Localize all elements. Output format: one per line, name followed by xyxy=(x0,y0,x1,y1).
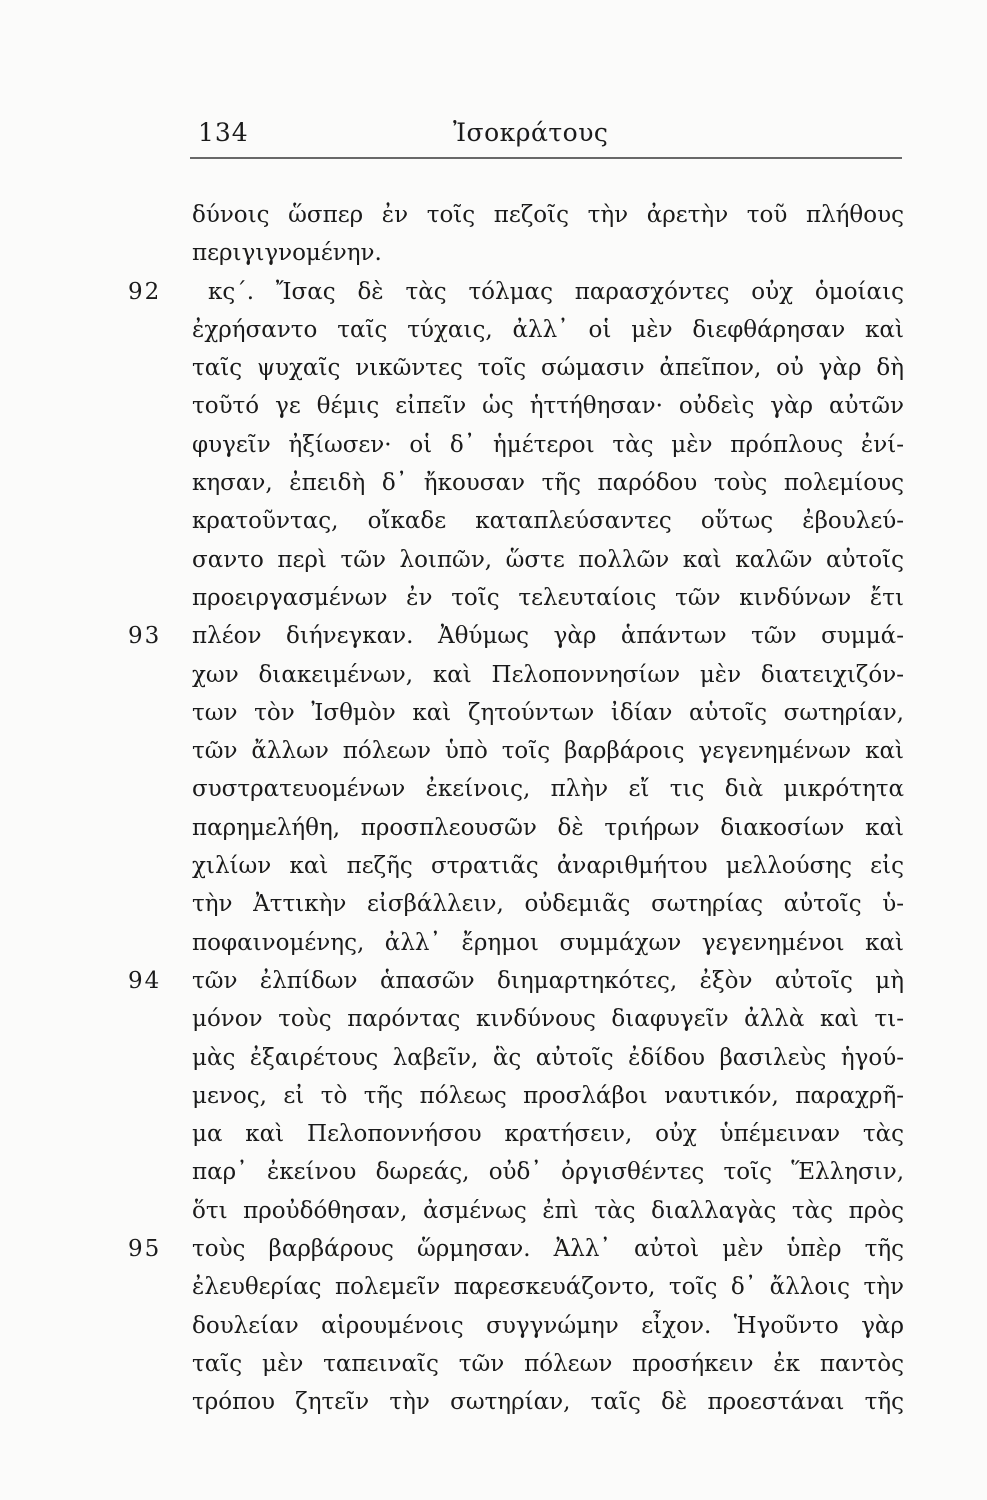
line-text: ὅτι προὐδόθησαν, ἀσμένως ἐπὶ τὰς διαλλαγὰς τὰς πρὸς xyxy=(192,1197,904,1224)
line-text: φυγεῖν ἠξίωσεν· οἱ δ᾽ ἡμέτεροι τὰς μὲν πρόπλους ἐνί- xyxy=(192,431,904,458)
section-number: 95 xyxy=(128,1236,162,1263)
line-text: τῶν ἐλπίδων ἁπασῶν διημαρτηκότες, ἐξὸν αὐτοῖς μὴ xyxy=(192,967,904,994)
text-line xyxy=(0,885,987,923)
line-text: δύνοις ὥσπερ ἐν τοῖς πεζοῖς τὴν ἀρετὴν τοῦ πλήθους xyxy=(192,202,904,228)
line-text: σαντο περὶ τῶν λοιπῶν, ὥστε πολλῶν καὶ καλῶν αὐτοῖς xyxy=(192,546,904,573)
section-number: 93 xyxy=(128,623,162,650)
line-text: ταῖς μὲν ταπειναῖς τῶν πόλεων προσήκειν ἐκ παντὸς xyxy=(192,1350,904,1377)
text-line xyxy=(0,349,987,387)
text-line xyxy=(0,1077,987,1115)
text-line xyxy=(0,464,987,502)
line-text: παρημελήθη, προσπλεουσῶν δὲ τριήρων διακοσίων καὶ xyxy=(192,814,904,841)
line-text: των τὸν Ἰσθμὸν καὶ ζητούντων ἰδίαν αὑτοῖς σωτηρίαν, xyxy=(192,699,904,726)
text-line xyxy=(0,1345,987,1383)
page-number: 134 xyxy=(198,118,249,147)
text-line xyxy=(0,387,987,425)
text-line xyxy=(0,1230,987,1268)
text-line xyxy=(0,809,987,847)
running-title: Ἰσοκράτους xyxy=(453,118,609,147)
text-line xyxy=(0,1383,987,1421)
line-text: τὴν Ἀττικὴν εἰσβάλλειν, οὐδεμιᾶς σωτηρίας αὐτοῖς ὑ- xyxy=(192,891,904,918)
line-text: κρατοῦντας, οἴκαδε καταπλεύσαντες οὕτως ἐβουλεύ- xyxy=(192,508,904,535)
text-line xyxy=(0,273,987,311)
line-text: μα καὶ Πελοποννήσου κρατήσειν, οὐχ ὑπέμειναν τὰς xyxy=(192,1121,904,1148)
line-text: προειργασμένων ἐν τοῖς τελευταίοις τῶν κινδύνων ἔτι xyxy=(192,584,904,611)
line-text: ταῖς ψυχαῖς νικῶντες τοῖς σώμασιν ἀπεῖπον, οὐ γὰρ δὴ xyxy=(192,355,904,382)
text-line xyxy=(0,924,987,962)
line-text: χων διακειμένων, καὶ Πελοποννησίων μὲν διατειχιζόν- xyxy=(192,661,904,688)
text-line xyxy=(0,196,987,234)
text-line xyxy=(0,1039,987,1077)
text-line xyxy=(0,541,987,579)
text-line xyxy=(0,1268,987,1306)
text-line xyxy=(0,1115,987,1153)
line-text: πλέον διήνεγκαν. Ἀθύμως γὰρ ἁπάντων τῶν συμμά- xyxy=(192,623,904,650)
line-text: κησαν, ἐπειδὴ δ᾽ ἤκουσαν τῆς παρόδου τοὺς πολεμίους xyxy=(192,470,904,497)
line-text: τῶν ἄλλων πόλεων ὑπὸ τοῖς βαρβάροις γεγενημένων καὶ xyxy=(192,738,904,765)
text-line xyxy=(0,847,987,885)
line-text: χιλίων καὶ πεζῆς στρατιᾶς ἀναριθμήτου μελλούσης εἰς xyxy=(192,853,904,880)
text-line xyxy=(0,694,987,732)
line-text: παρ᾽ ἐκείνου δωρεάς, οὐδ᾽ ὀργισθέντες τοῖς Ἕλλησιν, xyxy=(192,1159,904,1186)
line-text: τρόπου ζητεῖν τὴν σωτηρίαν, ταῖς δὲ προεστάναι τῆς xyxy=(192,1389,904,1416)
line-text: μόνον τοὺς παρόντας κινδύνους διαφυγεῖν ἀλλὰ καὶ τι- xyxy=(192,1006,904,1033)
line-text: ποφαινομένης, ἀλλ᾽ ἔρημοι συμμάχων γεγενημένοι καὶ xyxy=(192,929,904,956)
text-line xyxy=(0,234,987,272)
page-header xyxy=(190,118,902,162)
line-text: μὰς ἐξαιρέτους λαβεῖν, ἃς αὐτοῖς ἐδίδου βασιλεὺς ἡγού- xyxy=(192,1044,904,1071)
text-line xyxy=(0,1192,987,1230)
text-line xyxy=(0,1307,987,1345)
line-text: περιγιγνομένην. xyxy=(192,240,382,267)
line-text: συστρατευομένων ἐκείνοις, πλὴν εἴ τις διὰ μικρότητα xyxy=(192,776,904,803)
text-line xyxy=(0,656,987,694)
section-number: 92 xyxy=(128,278,162,305)
text-line xyxy=(0,1153,987,1191)
line-text: τοῦτό γε θέμις εἰπεῖν ὡς ἡττήθησαν· οὐδεὶς γὰρ αὐτῶν xyxy=(192,393,904,420)
section-number: 94 xyxy=(128,967,162,994)
text-line xyxy=(0,732,987,770)
text-line xyxy=(0,311,987,349)
text-line xyxy=(0,617,987,655)
body-text xyxy=(0,196,987,1422)
text-line xyxy=(0,962,987,1000)
text-line xyxy=(0,579,987,617)
text-line xyxy=(0,426,987,464)
line-text: κς΄. Ἴσας δὲ τὰς τόλμας παρασχόντες οὐχ ὁμοίαις xyxy=(208,278,904,305)
line-text: δουλείαν αἱρουμένοις συγγνώμην εἶχον. Ἡγοῦντο γὰρ xyxy=(192,1312,904,1339)
line-text: μενος, εἰ τὸ τῆς πόλεως προσλάβοι ναυτικόν, παραχρῆ- xyxy=(192,1082,904,1109)
text-line xyxy=(0,502,987,540)
text-line xyxy=(0,770,987,808)
line-text: τοὺς βαρβάρους ὥρμησαν. Ἀλλ᾽ αὐτοὶ μὲν ὑπὲρ τῆς xyxy=(192,1236,904,1263)
line-text: ἐλευθερίας πολεμεῖν παρεσκευάζοντο, τοῖς δ᾽ ἄλλοις τὴν xyxy=(192,1274,904,1301)
line-text: ἐχρήσαντο ταῖς τύχαις, ἀλλ᾽ οἱ μὲν διεφθάρησαν καὶ xyxy=(192,316,904,343)
text-line xyxy=(0,1000,987,1038)
header-rule xyxy=(190,157,902,160)
